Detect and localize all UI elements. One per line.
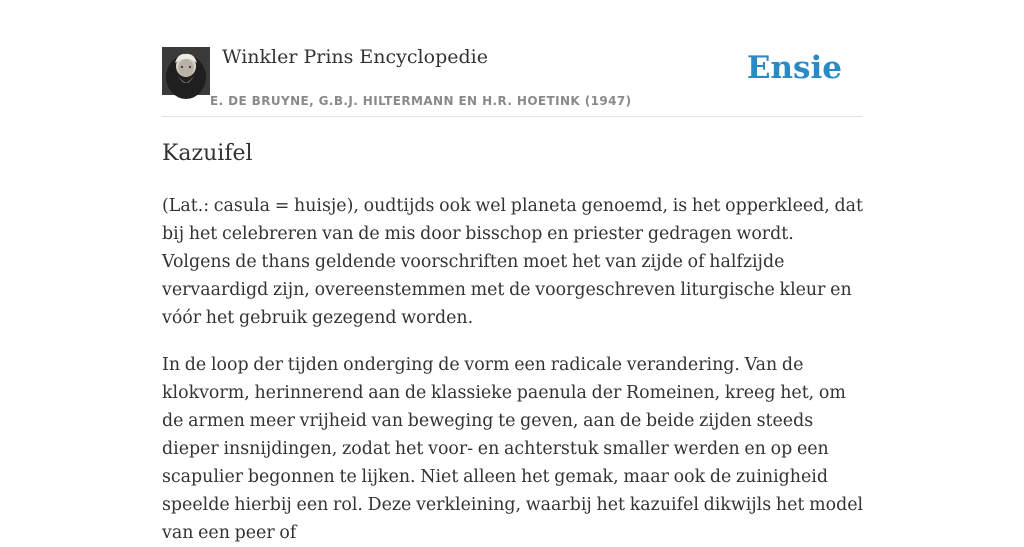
source-title[interactable]: Winkler Prins Encyclopedie: [222, 46, 488, 68]
article-paragraph-1: (Lat.: casula = huisje), oudtijds ook wel planeta genoemd, is het opperkleed, dat bij het celebreren van de mis door bisschop en priester gedragen wordt. Volgens de thans geldende voorschriften moet het van zijde of halfzijde vervaardigd zijn, overeenstemmen met de voorgeschreven liturgische kleur en vóór het gebruik gezegend worden.: [162, 196, 864, 328]
page-container: [162, 0, 864, 543]
ensie-logo-link[interactable]: Ensie: [746, 50, 842, 86]
source-header: [162, 0, 862, 117]
source-authors: E. DE BRUYNE, G.B.J. HILTERMANN EN H.R. HOETINK (1947): [210, 94, 632, 108]
article-title: Kazuifel: [162, 141, 253, 166]
article-paragraph-2: In de loop der tijden onderging de vorm een radicale verandering. Van de klokvorm, herinnerend aan de klassieke paenula der Romeinen, kreeg het, om de armen meer vrijheid van beweging te geven, aan de beide zijden steeds dieper insnijdingen, zodat het voor- en achterstuk smaller werden en op een scapulier begonnen te lijken. Niet alleen het gemak, maar ook de zuinigheid speelde hierbij een rol. Deze verkleining, waarbij het kazuifel dikwijls het model van een peer of: [162, 355, 864, 543]
portrait-image: [162, 47, 210, 95]
author-portrait-avatar[interactable]: [162, 47, 210, 95]
